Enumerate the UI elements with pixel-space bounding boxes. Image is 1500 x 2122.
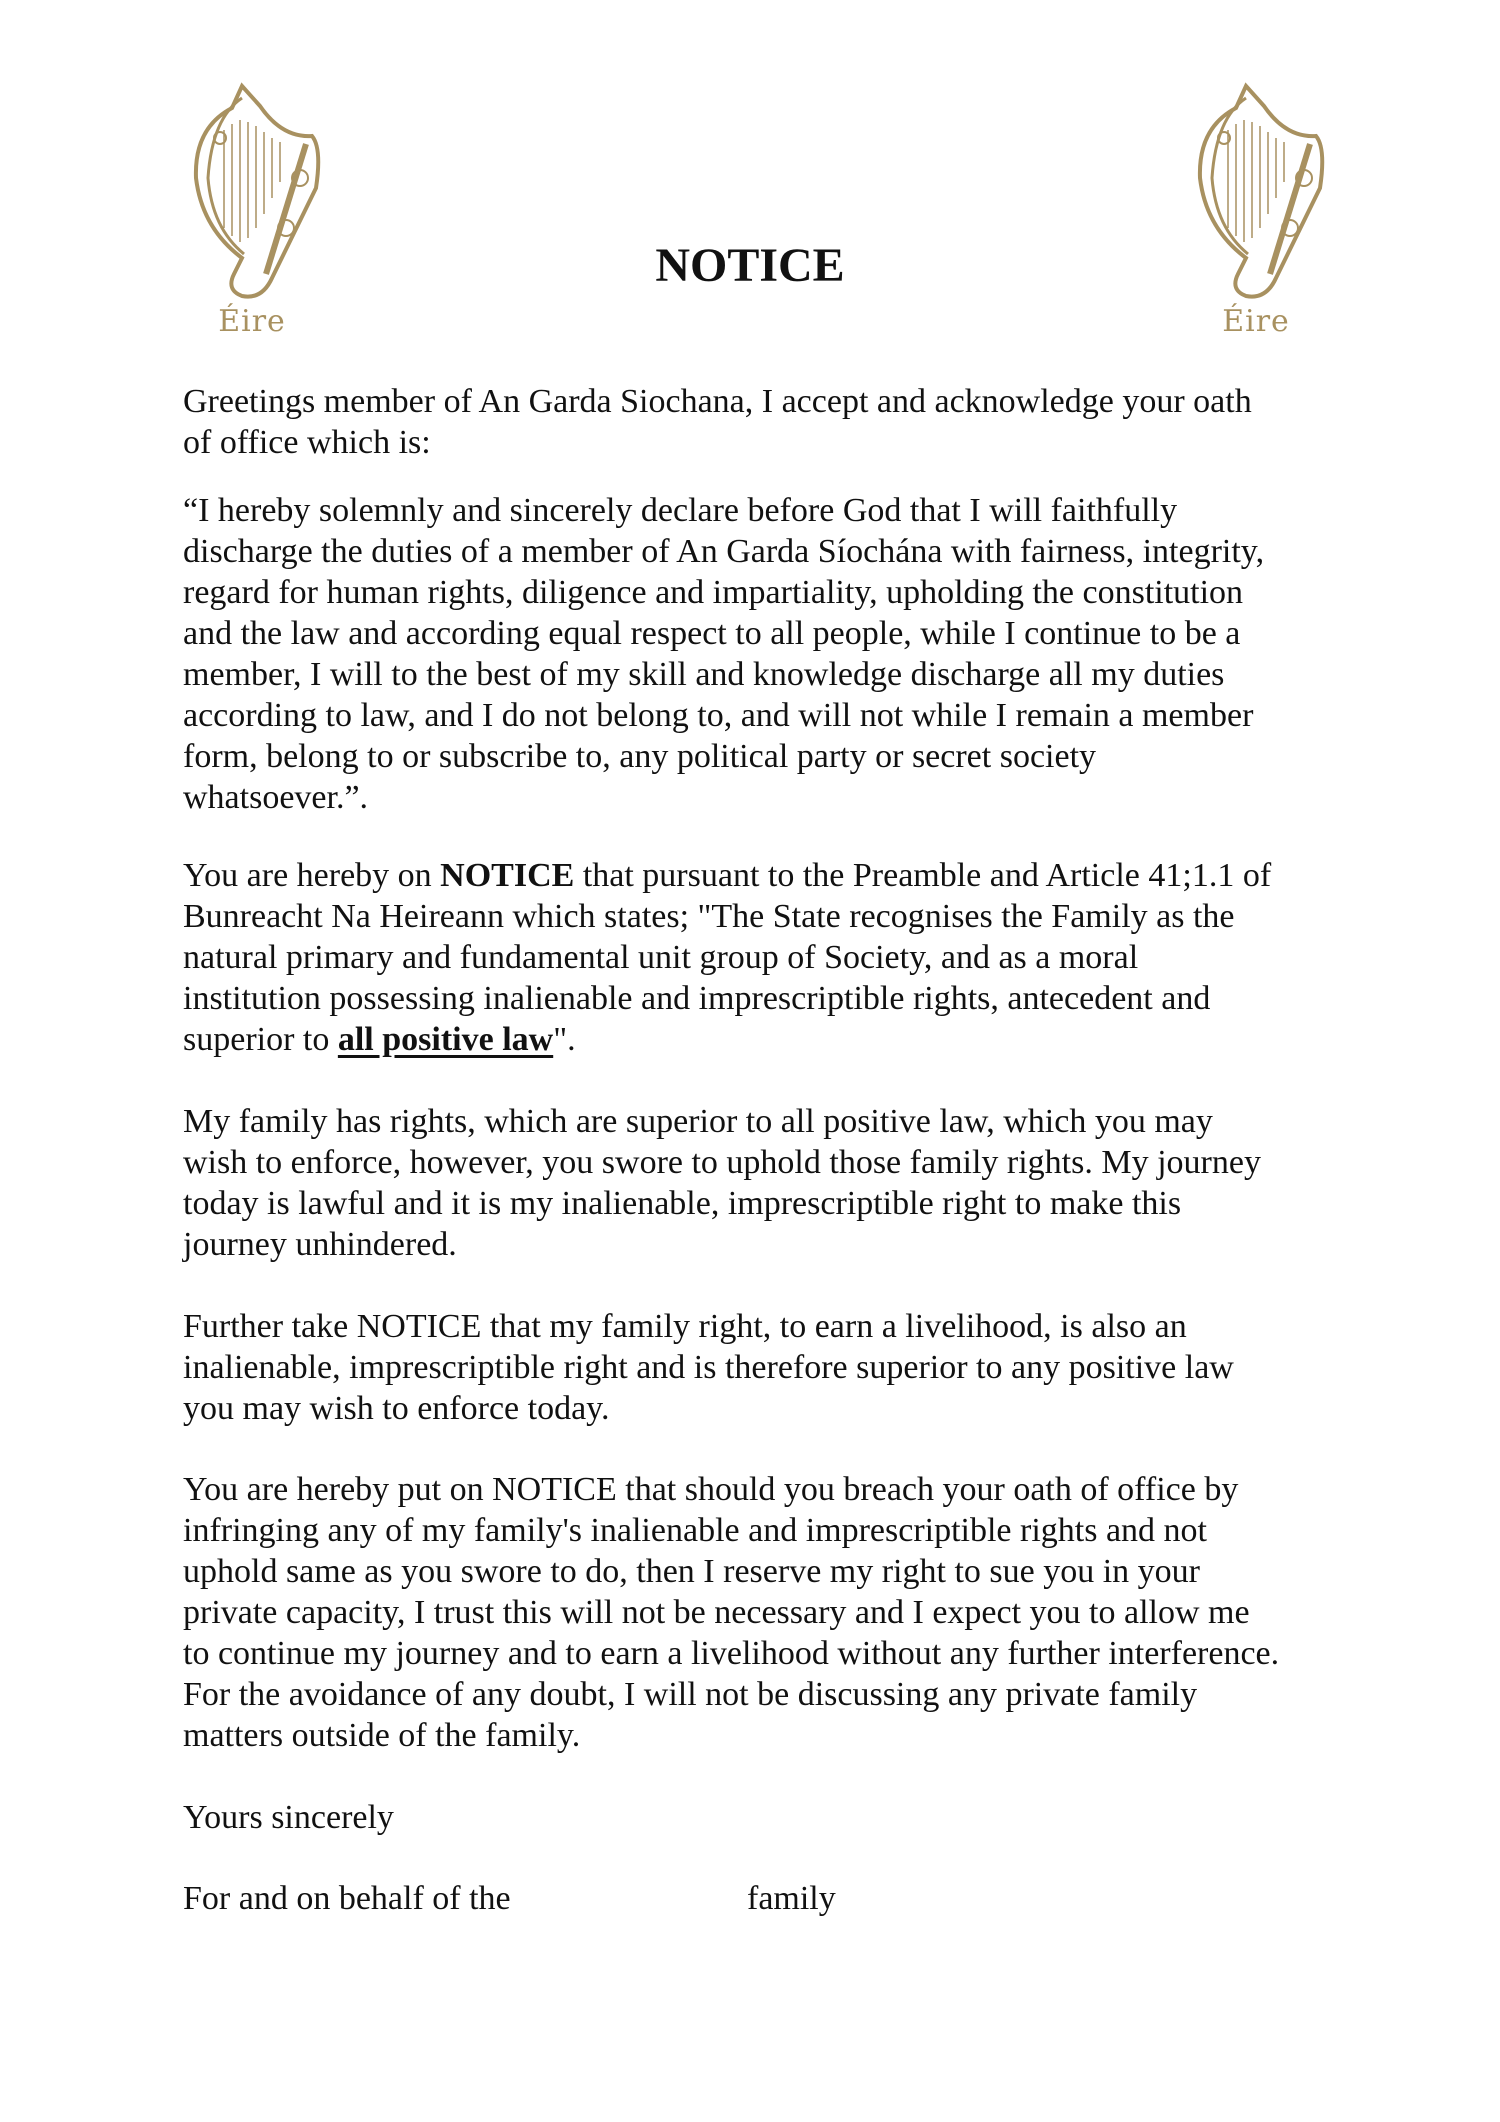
greeting-paragraph: [183, 381, 1383, 463]
livelihood-paragraph: [183, 1306, 1383, 1429]
positive-law-emphasis: all positive law: [337, 1021, 554, 1058]
text-line: form, belong to or subscribe to, any political party or secret society: [183, 738, 1097, 775]
notice-paragraph: [183, 855, 1383, 1060]
text-line: “I hereby solemnly and sincerely declare before God that I will faithfully: [183, 492, 1178, 529]
signature-line: [183, 1878, 1383, 1919]
closing-line: Yours sincerely: [183, 1799, 394, 1836]
text-line: inalienable, imprescriptible right and is therefore superior to any positive law: [183, 1349, 1234, 1386]
text-line: private capacity, I trust this will not be necessary and I expect you to allow me: [183, 1594, 1250, 1631]
notice-emphasis: NOTICE: [440, 857, 575, 894]
text-line: discharge the duties of a member of An Garda Síochána with fairness, integrity,: [183, 533, 1265, 570]
breach-paragraph: [183, 1469, 1383, 1756]
oath-paragraph: [183, 490, 1383, 818]
text-line: regard for human rights, diligence and impartiality, upholding the constitution: [183, 574, 1244, 611]
text-line: infringing any of my family's inalienable and imprescriptible rights and not: [183, 1512, 1208, 1549]
signature-suffix: family: [747, 1880, 836, 1917]
signature-prefix: For and on behalf of the: [183, 1880, 511, 1917]
text-line: today is lawful and it is my inalienable, imprescriptible right to make this: [183, 1185, 1182, 1222]
text-line: Further take NOTICE that my family right, to earn a livelihood, is also an: [183, 1308, 1187, 1345]
page-title: NOTICE: [655, 239, 845, 292]
text-line: You are hereby put on NOTICE that should you breach your oath of office by: [183, 1471, 1239, 1508]
text-line: My family has rights, which are superior to all positive law, which you may: [183, 1103, 1213, 1140]
text-line: Bunreacht Na Heireann which states; "The State recognises the Family as the: [183, 898, 1235, 935]
text-segment: You are hereby on: [183, 857, 441, 894]
text-line: according to law, and I do not belong to, and will not while I remain a member: [183, 697, 1254, 734]
text-line: uphold same as you swore to do, then I reserve my right to sue you in your: [183, 1553, 1200, 1590]
emblem-caption: Éire: [218, 304, 286, 339]
text-line: you may wish to enforce today.: [183, 1390, 610, 1427]
text-line: whatsoever.”.: [183, 779, 369, 816]
text-line: Greetings member of An Garda Siochana, I accept and acknowledge your oath: [183, 383, 1252, 420]
family-rights-paragraph: [183, 1101, 1383, 1265]
text-segment: that pursuant to the Preamble and Article 41;1.1 of: [574, 857, 1272, 894]
text-line: [183, 855, 1383, 896]
text-line: member, I will to the best of my skill and knowledge discharge all my duties: [183, 656, 1225, 693]
emblem-caption: Éire: [1222, 304, 1290, 339]
text-line: natural primary and fundamental unit group of Society, and as a moral: [183, 939, 1139, 976]
harp-emblem-right: [1186, 78, 1326, 348]
text-line: of office which is:: [183, 424, 431, 461]
text-segment: superior to: [183, 1021, 338, 1058]
text-line: institution possessing inalienable and imprescriptible rights, antecedent and: [183, 980, 1211, 1017]
text-segment: ".: [553, 1021, 576, 1058]
text-line: journey unhindered.: [183, 1226, 457, 1263]
text-line: wish to enforce, however, you swore to uphold those family rights. My journey: [183, 1144, 1261, 1181]
text-line: matters outside of the family.: [183, 1717, 581, 1754]
text-line: and the law and according equal respect to all people, while I continue to be a: [183, 615, 1241, 652]
text-line: to continue my journey and to earn a livelihood without any further interference.: [183, 1635, 1280, 1672]
harp-emblem-left: [182, 78, 322, 348]
text-line: For the avoidance of any doubt, I will not be discussing any private family: [183, 1676, 1198, 1713]
text-line: [183, 1019, 1383, 1060]
